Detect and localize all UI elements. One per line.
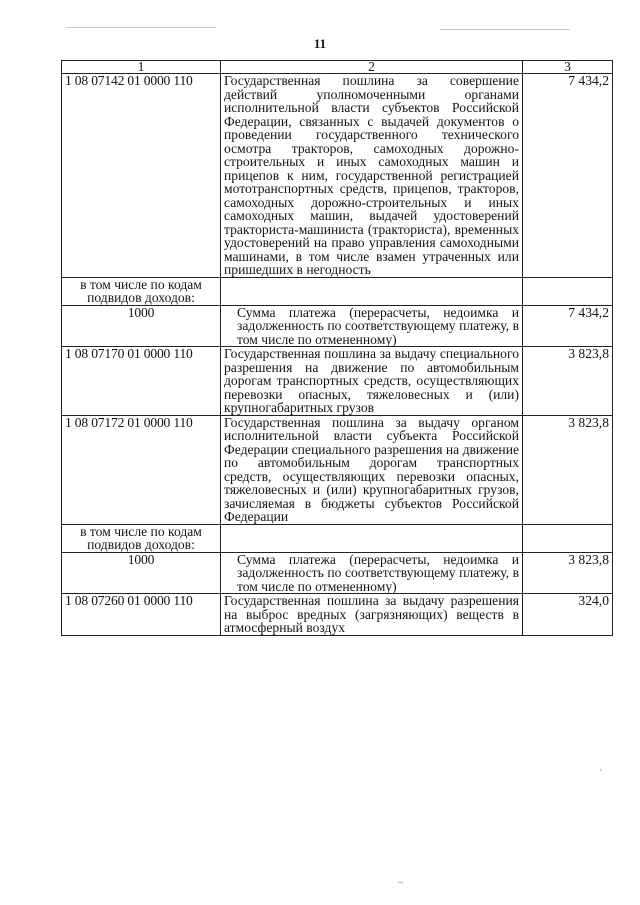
table-header-row (62, 61, 613, 74)
subtype-description: Сумма платежа (перерасчеты, недоимка и задолженность по соответствующему платежу, в том числе по отмененному) (221, 552, 523, 594)
income-amount: 7 434,2 (523, 74, 613, 278)
column-header-amount: 3 (523, 61, 613, 74)
table-row (62, 347, 613, 416)
table-row (62, 552, 613, 594)
empty-cell (523, 524, 613, 552)
table-row (62, 415, 613, 524)
income-code: 1 08 07142 01 0000 110 (62, 74, 221, 278)
income-amount: 324,0 (523, 594, 613, 636)
subhead-label: в том числе по кодам подвидов доходов: (62, 524, 221, 552)
empty-cell (221, 277, 523, 305)
table-row (62, 305, 613, 347)
income-code: 1 08 07170 01 0000 110 (62, 347, 221, 416)
column-header-code: 1 (62, 61, 221, 74)
scan-artifact-line (440, 29, 570, 30)
table-row (62, 594, 613, 636)
income-description: Государственная пошлина за выдачу специального разрешения на движение по автомобильным дорогам транспортных средств, осуществляющих перевозки опасных, тяжеловесных и (или) крупногабаритных грузов (221, 347, 523, 416)
scan-mark: ~ (398, 878, 404, 889)
column-header-description: 2 (221, 61, 523, 74)
table-subhead-row (62, 524, 613, 552)
subtype-description: Сумма платежа (перерасчеты, недоимка и задолженность по соответствующему платежу, в том числе по отмененному) (221, 305, 523, 347)
income-description: Государственная пошлина за выдачу органом исполнительной власти субъекта Российской Федерации специального разрешения на движение по автомобильным дорогам транспортных средств, осуществляющих перевозки опасных, тяжеловесных и (или) крупногабаритных грузов, зачисляемая в бюджеты субъектов Российской Федерации (221, 415, 523, 524)
income-description: Государственная пошлина за выдачу разрешения на выброс вредных (загрязняющих) веществ в атмосферный воздух (221, 594, 523, 636)
income-description: Государственная пошлина за совершение действий уполномоченными органами исполнительной власти субъектов Российской Федерации, связанных с выдачей документов о проведении государственного технического осмотра тракторов, самоходных дорожно-строительных и иных самоходных машин и прицепов к ним, государственной регистрацией мототранспортных средств, прицепов, тракторов, самоходных дорожно-строительных и иных самоходных машин, выдачей удостоверений тракториста-машиниста (тракториста), временных удостоверений на право управления самоходными машинами, в том числе взамен утраченных или пришедших в негодность (221, 74, 523, 278)
empty-cell (221, 524, 523, 552)
revenue-table (61, 60, 613, 636)
subtype-code: 1000 (62, 552, 221, 594)
page-number: 11 (313, 36, 327, 51)
scan-mark: ' (600, 768, 602, 779)
income-code: 1 08 07260 01 0000 110 (62, 594, 221, 636)
subtype-amount: 7 434,2 (523, 305, 613, 347)
empty-cell (523, 277, 613, 305)
table-subhead-row (62, 277, 613, 305)
income-amount: 3 823,8 (523, 347, 613, 416)
subtype-amount: 3 823,8 (523, 552, 613, 594)
income-amount: 3 823,8 (523, 415, 613, 524)
income-code: 1 08 07172 01 0000 110 (62, 415, 221, 524)
scan-artifact-line (66, 27, 216, 28)
subhead-label: в том числе по кодам подвидов доходов: (62, 277, 221, 305)
subtype-code: 1000 (62, 305, 221, 347)
table-row (62, 74, 613, 278)
